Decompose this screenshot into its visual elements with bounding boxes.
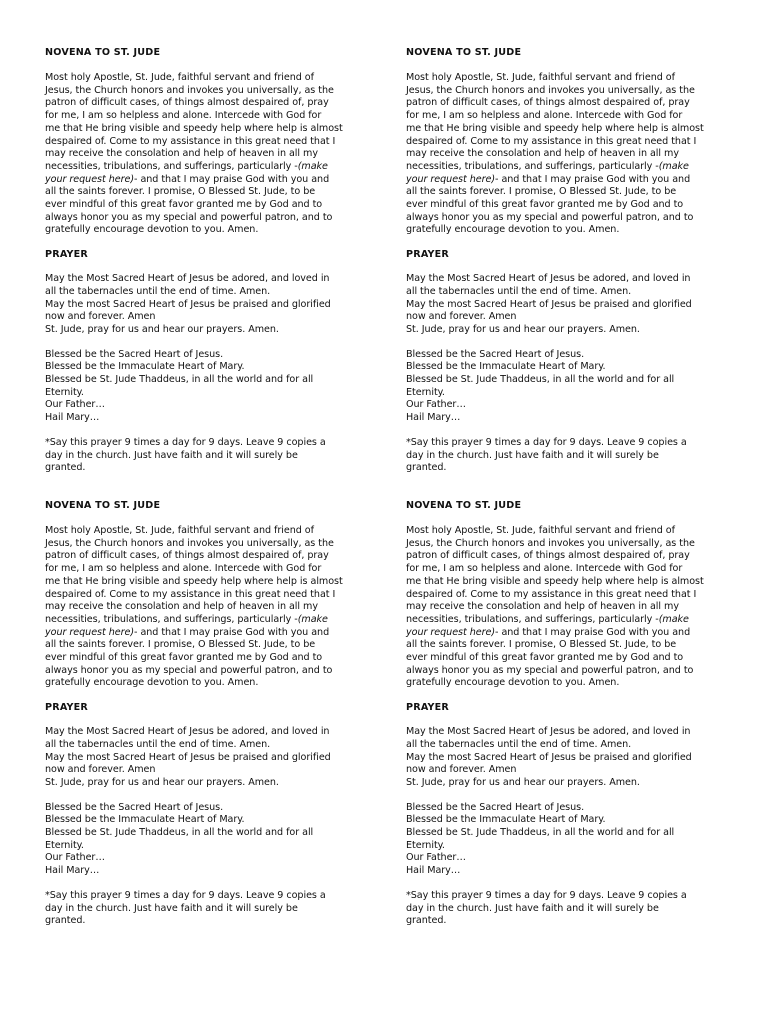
note-line: day in the church. Just have faith and it will surely be (45, 449, 298, 461)
blessed-text (406, 802, 732, 878)
prayer-text (45, 273, 371, 337)
note-line: day in the church. Just have faith and it will surely be (406, 902, 659, 914)
blessed-line: Our Father… (45, 399, 105, 411)
intro-line: Most holy Apostle, St. Jude, faithful servant and friend of (45, 72, 314, 83)
intro-line: despaired of. Come to my assistance in this great need that I (406, 588, 697, 600)
intro-line: ever mindful of this great favor granted me by God and to (45, 199, 323, 211)
prayer-title: PRAYER (406, 249, 450, 261)
blessed-line: Our Father… (406, 399, 466, 411)
note-line: day in the church. Just have faith and it will surely be (406, 449, 659, 461)
intro-line: all the saints forever. I promise, O Blessed St. Jude, to be (406, 186, 677, 198)
intro-line: necessities, tribulations, and sufferings, particularly - (406, 613, 659, 625)
novena-card-3 (45, 500, 371, 940)
intro-italic: (make (658, 160, 689, 172)
prayer-line: now and forever. Amen (406, 764, 517, 776)
prayer-text (406, 726, 732, 790)
blessed-line: Hail Mary… (406, 412, 461, 424)
intro-italic: your request here) (406, 173, 496, 185)
blessed-line: Hail Mary… (45, 865, 100, 877)
prayer-line: all the tabernacles until the end of time. Amen. (406, 285, 632, 297)
intro-line: Jesus, the Church honors and invokes you universally, as the (406, 537, 695, 549)
blessed-line: Blessed be St. Jude Thaddeus, in all the world and for all (45, 374, 314, 386)
intro-line-with-italic (45, 627, 371, 640)
intro-line: despaired of. Come to my assistance in this great need that I (45, 588, 336, 600)
blessed-line: Blessed be St. Jude Thaddeus, in all the world and for all (406, 827, 675, 839)
intro-line: always honor you as my special and powerful patron, and to (406, 664, 694, 676)
prayer-line: now and forever. Amen (45, 764, 156, 776)
intro-line: me that He bring visible and speedy help where help is almost (45, 575, 343, 587)
prayer-line: all the tabernacles until the end of time. Amen. (45, 738, 271, 750)
blessed-line: Blessed be the Sacred Heart of Jesus. (45, 348, 224, 360)
intro-italic: your request here) (45, 626, 135, 638)
intro-line-with-italic (406, 161, 732, 174)
novena-title: NOVENA TO ST. JUDE (406, 47, 522, 58)
intro-line: always honor you as my special and powerful patron, and to (45, 211, 333, 223)
prayer-line: May the Most Sacred Heart of Jesus be adored, and loved in (45, 726, 330, 738)
blessed-line: Eternity. (406, 839, 445, 851)
intro-line: may receive the consolation and help of heaven in all my (45, 601, 318, 613)
intro-line: for me, I am so helpless and alone. Intercede with God for (406, 110, 683, 122)
note-line: granted. (45, 462, 86, 474)
intro-line: necessities, tribulations, and sufferings, particularly - (406, 160, 659, 172)
intro-line: all the saints forever. I promise, O Blessed St. Jude, to be (406, 639, 677, 651)
intro-line: - and that I may praise God with you and (495, 626, 691, 638)
prayer-line: May the most Sacred Heart of Jesus be praised and glorified (406, 298, 692, 310)
prayer-line: now and forever. Amen (45, 311, 156, 323)
intro-line: necessities, tribulations, and sufferings, particularly - (45, 613, 298, 625)
prayer-line: St. Jude, pray for us and hear our prayers. Amen. (406, 776, 640, 788)
intro-line: all the saints forever. I promise, O Blessed St. Jude, to be (45, 186, 316, 198)
note-line: *Say this prayer 9 times a day for 9 days. Leave 9 copies a (406, 436, 687, 448)
intro-line: me that He bring visible and speedy help where help is almost (406, 575, 704, 587)
intro-line: patron of difficult cases, of things almost despaired of, pray (45, 550, 329, 562)
novena-title: NOVENA TO ST. JUDE (45, 500, 161, 511)
intro-line: patron of difficult cases, of things almost despaired of, pray (406, 550, 690, 562)
instruction-note (45, 437, 371, 475)
blessed-line: Blessed be St. Jude Thaddeus, in all the world and for all (406, 374, 675, 386)
intro-line: Jesus, the Church honors and invokes you universally, as the (45, 84, 334, 96)
prayer-line: all the tabernacles until the end of time. Amen. (406, 738, 632, 750)
novena-intro (45, 525, 371, 690)
intro-line-with-italic (406, 627, 732, 640)
intro-line: Most holy Apostle, St. Jude, faithful servant and friend of (45, 525, 314, 536)
intro-line: - and that I may praise God with you and (134, 173, 330, 185)
blessed-line: Our Father… (406, 852, 466, 864)
instruction-note (406, 890, 732, 928)
prayer-line: May the most Sacred Heart of Jesus be praised and glorified (45, 751, 331, 763)
blessed-text (45, 802, 371, 878)
blessed-line: Eternity. (406, 386, 445, 398)
intro-italic: (make (297, 160, 328, 172)
prayer-title: PRAYER (45, 702, 89, 714)
intro-line: gratefully encourage devotion to you. Amen. (45, 677, 259, 689)
blessed-line: Blessed be the Sacred Heart of Jesus. (406, 801, 585, 813)
note-line: day in the church. Just have faith and it will surely be (45, 902, 298, 914)
intro-line: despaired of. Come to my assistance in this great need that I (406, 135, 697, 147)
novena-intro (406, 72, 732, 237)
intro-line-with-italic (406, 614, 732, 627)
prayer-text (45, 726, 371, 790)
intro-line: despaired of. Come to my assistance in this great need that I (45, 135, 336, 147)
intro-line: may receive the consolation and help of heaven in all my (406, 148, 679, 160)
intro-line: me that He bring visible and speedy help where help is almost (45, 122, 343, 134)
intro-line: necessities, tribulations, and sufferings, particularly - (45, 160, 298, 172)
prayer-line: May the Most Sacred Heart of Jesus be adored, and loved in (45, 273, 330, 285)
instruction-note (45, 890, 371, 928)
blessed-line: Eternity. (45, 839, 84, 851)
note-line: *Say this prayer 9 times a day for 9 days. Leave 9 copies a (406, 889, 687, 901)
prayer-text (406, 273, 732, 337)
intro-italic: your request here) (45, 173, 135, 185)
prayer-line: May the most Sacred Heart of Jesus be praised and glorified (45, 298, 331, 310)
novena-title: NOVENA TO ST. JUDE (406, 500, 522, 511)
blessed-line: Blessed be St. Jude Thaddeus, in all the world and for all (45, 827, 314, 839)
intro-line: gratefully encourage devotion to you. Amen. (406, 677, 620, 689)
intro-line: for me, I am so helpless and alone. Intercede with God for (406, 563, 683, 575)
prayer-line: now and forever. Amen (406, 311, 517, 323)
blessed-line: Blessed be the Immaculate Heart of Mary. (406, 361, 606, 373)
intro-line-with-italic (406, 174, 732, 187)
blessed-line: Hail Mary… (406, 865, 461, 877)
prayer-line: all the tabernacles until the end of time. Amen. (45, 285, 271, 297)
intro-line: ever mindful of this great favor granted me by God and to (45, 652, 323, 664)
intro-line: Jesus, the Church honors and invokes you universally, as the (45, 537, 334, 549)
note-line: granted. (406, 462, 447, 474)
intro-line: gratefully encourage devotion to you. Amen. (45, 224, 259, 236)
blessed-line: Blessed be the Immaculate Heart of Mary. (406, 814, 606, 826)
novena-card-1 (45, 47, 371, 487)
prayer-title: PRAYER (406, 702, 450, 714)
prayer-line: May the most Sacred Heart of Jesus be praised and glorified (406, 751, 692, 763)
blessed-line: Our Father… (45, 852, 105, 864)
blessed-line: Blessed be the Sacred Heart of Jesus. (406, 348, 585, 360)
blessed-line: Blessed be the Immaculate Heart of Mary. (45, 814, 245, 826)
intro-line: Most holy Apostle, St. Jude, faithful servant and friend of (406, 525, 675, 536)
novena-card-2 (406, 47, 732, 487)
blessed-text (45, 349, 371, 425)
intro-italic: (make (658, 613, 689, 625)
intro-line: always honor you as my special and powerful patron, and to (406, 211, 694, 223)
prayer-title: PRAYER (45, 249, 89, 261)
blessed-line: Eternity. (45, 386, 84, 398)
intro-italic: your request here) (406, 626, 496, 638)
prayer-line: St. Jude, pray for us and hear our prayers. Amen. (406, 323, 640, 335)
prayer-line: May the Most Sacred Heart of Jesus be adored, and loved in (406, 273, 691, 285)
intro-line-with-italic (45, 161, 371, 174)
intro-line: all the saints forever. I promise, O Blessed St. Jude, to be (45, 639, 316, 651)
intro-line: for me, I am so helpless and alone. Intercede with God for (45, 563, 322, 575)
novena-card-4 (406, 500, 732, 940)
blessed-text (406, 349, 732, 425)
prayer-line: St. Jude, pray for us and hear our prayers. Amen. (45, 776, 279, 788)
intro-line: - and that I may praise God with you and (134, 626, 330, 638)
intro-line: Most holy Apostle, St. Jude, faithful servant and friend of (406, 72, 675, 83)
intro-line: for me, I am so helpless and alone. Intercede with God for (45, 110, 322, 122)
intro-line: may receive the consolation and help of heaven in all my (45, 148, 318, 160)
note-line: granted. (406, 915, 447, 927)
prayer-line: St. Jude, pray for us and hear our prayers. Amen. (45, 323, 279, 335)
intro-line: Jesus, the Church honors and invokes you universally, as the (406, 84, 695, 96)
instruction-note (406, 437, 732, 475)
intro-line: me that He bring visible and speedy help where help is almost (406, 122, 704, 134)
novena-title: NOVENA TO ST. JUDE (45, 47, 161, 58)
blessed-line: Blessed be the Sacred Heart of Jesus. (45, 801, 224, 813)
intro-line: ever mindful of this great favor granted me by God and to (406, 652, 684, 664)
intro-line: patron of difficult cases, of things almost despaired of, pray (45, 97, 329, 109)
novena-intro (45, 72, 371, 237)
note-line: granted. (45, 915, 86, 927)
intro-line-with-italic (45, 614, 371, 627)
intro-line: - and that I may praise God with you and (495, 173, 691, 185)
intro-line: patron of difficult cases, of things almost despaired of, pray (406, 97, 690, 109)
note-line: *Say this prayer 9 times a day for 9 days. Leave 9 copies a (45, 436, 326, 448)
blessed-line: Hail Mary… (45, 412, 100, 424)
blessed-line: Blessed be the Immaculate Heart of Mary. (45, 361, 245, 373)
prayer-line: May the Most Sacred Heart of Jesus be adored, and loved in (406, 726, 691, 738)
intro-line: gratefully encourage devotion to you. Amen. (406, 224, 620, 236)
intro-italic: (make (297, 613, 328, 625)
note-line: *Say this prayer 9 times a day for 9 days. Leave 9 copies a (45, 889, 326, 901)
intro-line: may receive the consolation and help of heaven in all my (406, 601, 679, 613)
intro-line-with-italic (45, 174, 371, 187)
intro-line: ever mindful of this great favor granted me by God and to (406, 199, 684, 211)
novena-intro (406, 525, 732, 690)
intro-line: always honor you as my special and powerful patron, and to (45, 664, 333, 676)
